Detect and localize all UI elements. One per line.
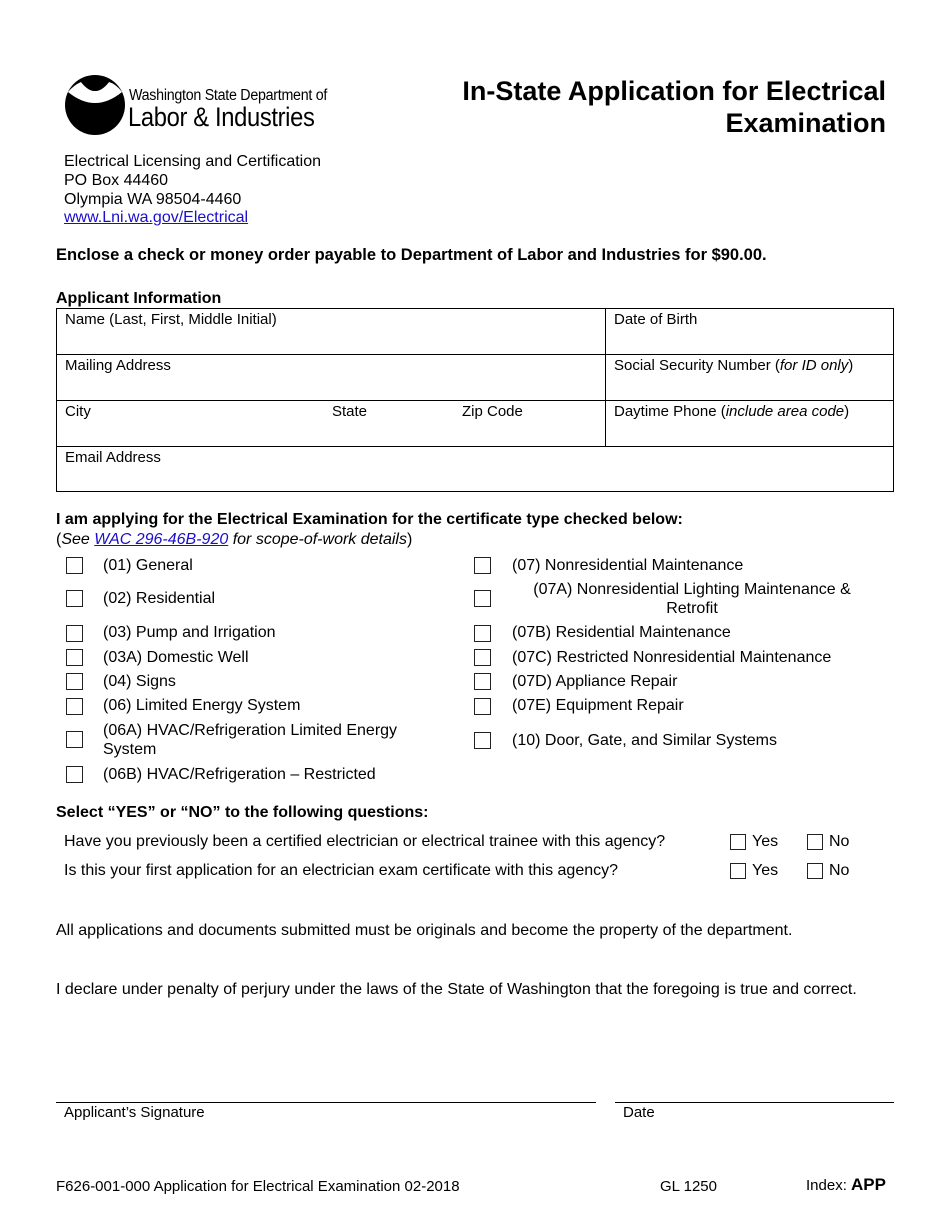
label-03a-domestic-well: (03A) Domestic Well (103, 649, 249, 666)
label-07c-restricted-nonres: (07C) Restricted Nonresidential Maintenance (512, 649, 832, 666)
label-10-door-gate: (10) Door, Gate, and Similar Systems (512, 732, 777, 749)
question-1-yes-label: Yes (752, 833, 779, 850)
label-01-general: (01) General (103, 557, 193, 574)
zip-field-label[interactable]: Zip Code (462, 403, 523, 420)
questions-heading: Select “YES” or “NO” to the following questions: (56, 804, 429, 821)
address-line-2: PO Box 44460 (64, 171, 169, 189)
checkbox-07c-restricted-nonres[interactable] (474, 649, 491, 666)
checkbox-01-general[interactable] (66, 557, 83, 574)
signature-label: Applicant’s Signature (64, 1104, 205, 1121)
page-title (416, 75, 886, 139)
index-code (806, 1175, 886, 1195)
phone-label-note: include area code (725, 403, 845, 420)
perjury-declaration: I declare under penalty of perjury under the laws of the State of Washington that the foregoing is true and correct. (56, 981, 857, 998)
index-label: Index: (806, 1177, 852, 1194)
ssn-field-label[interactable] (606, 355, 853, 374)
label-04-signs: (04) Signs (103, 673, 176, 690)
question-1-yes-checkbox[interactable] (730, 834, 746, 850)
index-value: APP (851, 1175, 886, 1194)
checkbox-02-residential[interactable] (66, 590, 83, 607)
label-06-limited-energy: (06) Limited Energy System (103, 697, 301, 714)
mailing-address-field-label[interactable]: Mailing Address (65, 357, 171, 374)
scope-note (56, 531, 412, 549)
question-1-no-label: No (829, 833, 850, 850)
applicant-info-heading: Applicant Information (56, 290, 222, 307)
scope-note-open: ( (56, 531, 62, 548)
lni-logo-icon (64, 74, 126, 136)
label-07e-equipment-repair: (07E) Equipment Repair (512, 697, 684, 714)
checkbox-07a-lighting-maint[interactable] (474, 590, 491, 607)
fee-instruction: Enclose a check or money order payable to Department of Labor and Industries for $90.00. (56, 246, 767, 264)
form-id: F626-001-000 Application for Electrical Examination 02-2018 (56, 1178, 460, 1195)
website-link[interactable]: www.Lni.wa.gov/Electrical (64, 209, 249, 227)
logo-agency-line: Washington State Department of (129, 87, 328, 104)
state-field-label[interactable]: State (332, 403, 368, 420)
checkbox-07-nonresidential-maint[interactable] (474, 557, 491, 574)
originals-statement: All applications and documents submitted must be originals and become the property of the department. (56, 922, 793, 939)
ssn-label-suffix: ) (848, 357, 854, 374)
question-1-text: Have you previously been a certified electrician or electrical trainee with this agency? (64, 833, 666, 850)
label-07b-residential-maint: (07B) Residential Maintenance (512, 624, 731, 641)
question-2-yes-label: Yes (752, 862, 779, 879)
wac-link[interactable]: WAC 296-46B-920 (94, 531, 229, 548)
question-2-text: Is this your first application for an electrician exam certificate with this agency? (64, 862, 619, 879)
checkbox-03a-domestic-well[interactable] (66, 649, 83, 666)
label-07-nonresidential-maint: (07) Nonresidential Maintenance (512, 557, 744, 574)
label-02-residential: (02) Residential (103, 590, 216, 607)
scope-note-text: for scope-of-work details (228, 531, 407, 548)
checkbox-06a-hvac-limited[interactable] (66, 731, 83, 748)
checkbox-06b-hvac-restricted[interactable] (66, 766, 83, 783)
checkbox-06-limited-energy[interactable] (66, 698, 83, 715)
checkbox-03-pump-irrigation[interactable] (66, 625, 83, 642)
city-field-label[interactable]: City (65, 403, 91, 420)
mailing-address-block (64, 153, 321, 228)
ssn-label-prefix: Social Security Number ( (614, 357, 780, 374)
label-06b-hvac-restricted: (06B) HVAC/Refrigeration – Restricted (103, 766, 376, 783)
signature-line[interactable] (56, 1102, 596, 1103)
date-label: Date (623, 1104, 655, 1121)
checkbox-10-door-gate[interactable] (474, 732, 491, 749)
checkbox-04-signs[interactable] (66, 673, 83, 690)
email-field-label[interactable]: Email Address (65, 449, 161, 466)
question-2-no-checkbox[interactable] (807, 863, 823, 879)
label-07a-lighting-maint: (07A) Nonresidential Lighting Maintenance & Retrofit (533, 581, 851, 617)
title-line-2: Examination (725, 108, 886, 138)
address-line-1: Electrical Licensing and Certification (64, 153, 322, 170)
scope-note-see: See (61, 531, 95, 548)
phone-label-suffix: ) (844, 403, 850, 420)
applicant-info-table (56, 308, 894, 492)
scope-note-close: ) (406, 531, 413, 548)
phone-label-prefix: Daytime Phone ( (614, 403, 726, 420)
checkbox-07d-appliance-repair[interactable] (474, 673, 491, 690)
checkbox-07b-residential-maint[interactable] (474, 625, 491, 642)
checkbox-07e-equipment-repair[interactable] (474, 698, 491, 715)
exam-heading: I am applying for the Electrical Examination for the certificate type checked below: (56, 511, 683, 528)
dob-field-label[interactable]: Date of Birth (614, 311, 698, 328)
question-2-no-label: No (829, 862, 850, 879)
label-03-pump-irrigation: (03) Pump and Irrigation (103, 624, 276, 641)
ssn-label-note: for ID only (779, 357, 849, 374)
date-line[interactable] (615, 1102, 894, 1103)
logo-agency-name: Labor & Industries (128, 102, 315, 132)
question-2-yes-checkbox[interactable] (730, 863, 746, 879)
gl-code: GL 1250 (660, 1178, 717, 1195)
phone-field-label[interactable] (606, 401, 849, 420)
label-06a-hvac-limited: (06A) HVAC/Refrigeration Limited Energy System (103, 722, 398, 758)
name-field-label[interactable]: Name (Last, First, Middle Initial) (65, 311, 277, 328)
label-07d-appliance-repair: (07D) Appliance Repair (512, 673, 678, 690)
title-line-1: In-State Application for Electrical (462, 76, 886, 106)
question-1-no-checkbox[interactable] (807, 834, 823, 850)
address-line-3: Olympia WA 98504-4460 (64, 190, 242, 208)
